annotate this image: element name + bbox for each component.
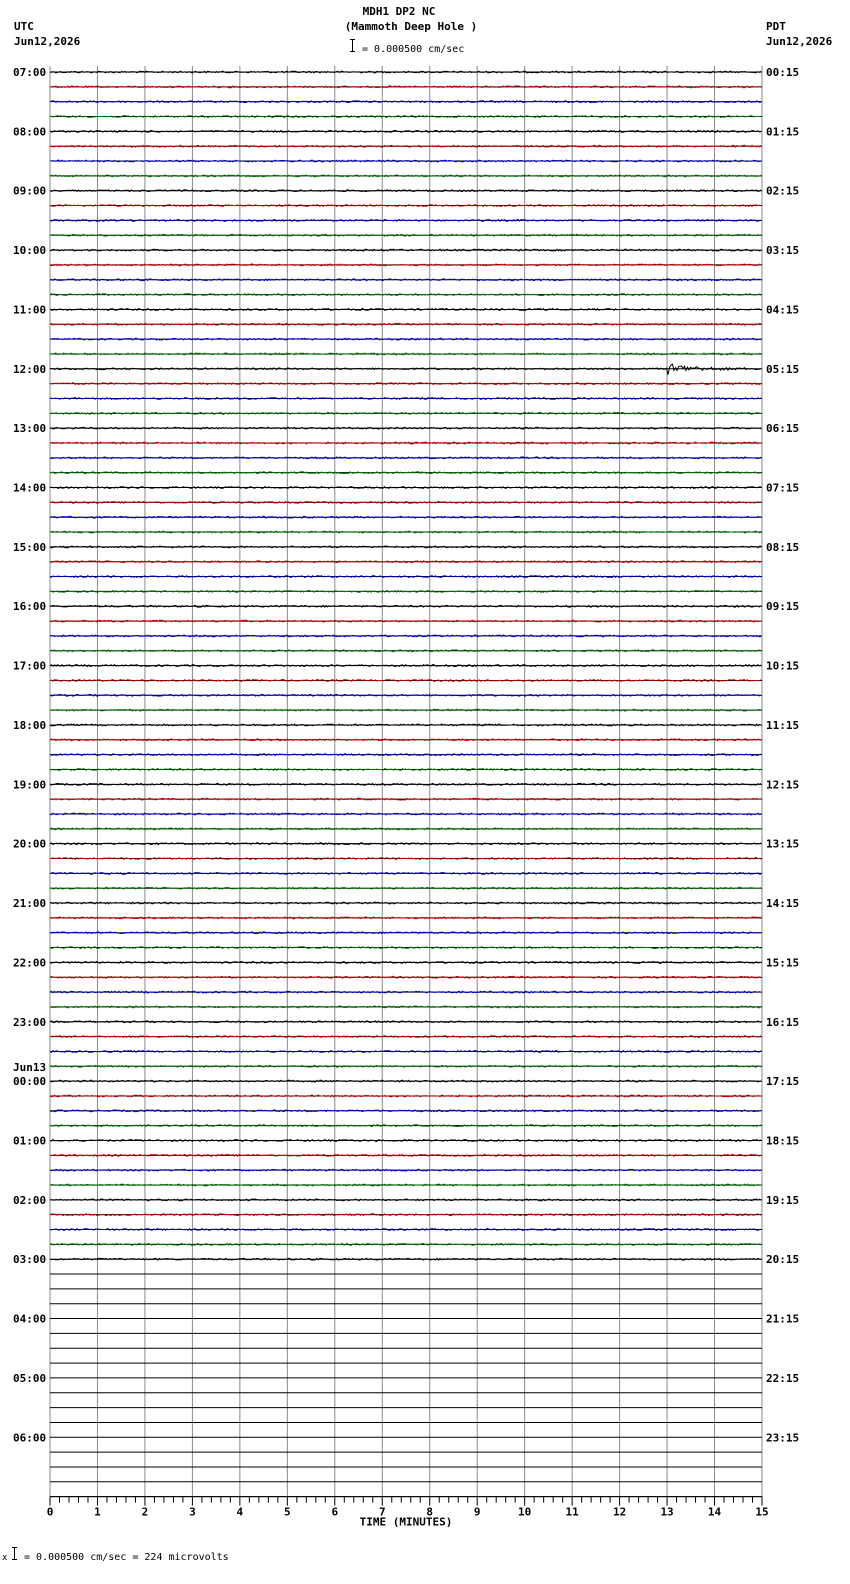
utc-hour-label: 07:00 xyxy=(13,66,47,79)
utc-hour-label: 16:00 xyxy=(13,600,47,614)
time-tick-label: 10 xyxy=(518,1505,532,1519)
time-tick-label: 15 xyxy=(755,1505,769,1519)
utc-hour-label: 04:00 xyxy=(13,1312,47,1326)
pdt-hour-label: 21:15 xyxy=(766,1312,800,1326)
trace-row xyxy=(50,472,761,474)
time-tick-label: 5 xyxy=(284,1505,291,1519)
trace-row xyxy=(50,294,761,296)
pdt-hour-label: 00:15 xyxy=(766,66,800,79)
pdt-hour-label: 09:15 xyxy=(766,600,800,614)
pdt-hour-label: 01:15 xyxy=(766,125,800,139)
utc-hour-label: 12:00 xyxy=(13,362,47,376)
utc-hour-label: 17:00 xyxy=(13,659,47,673)
time-tick-label: 6 xyxy=(331,1505,339,1519)
trace-row xyxy=(50,680,761,682)
trace-row xyxy=(50,991,761,993)
pdt-hour-label: 02:15 xyxy=(766,184,800,198)
utc-date-label: Jun13 xyxy=(13,1061,47,1075)
pdt-hour-label: 04:15 xyxy=(766,303,800,317)
time-tick-label: 8 xyxy=(426,1505,434,1519)
time-tick-label: 2 xyxy=(141,1505,149,1519)
pdt-hour-label: 20:15 xyxy=(766,1253,800,1267)
pdt-hour-label: 16:15 xyxy=(766,1015,800,1029)
utc-hour-label: 15:00 xyxy=(13,540,47,554)
pdt-hour-label: 06:15 xyxy=(766,422,800,436)
right-date: Jun12,2026 xyxy=(766,35,833,48)
trace-row xyxy=(50,828,761,830)
utc-hour-label: 20:00 xyxy=(13,837,47,851)
pdt-hour-label: 23:15 xyxy=(766,1431,800,1445)
trace-row xyxy=(50,323,761,325)
footer-scale-bar-icon xyxy=(14,1547,15,1560)
pdt-hour-label: 07:15 xyxy=(766,481,800,495)
right-timezone: PDT xyxy=(766,20,786,33)
pdt-hour-label: 18:15 xyxy=(766,1134,800,1148)
pdt-hour-label: 22:15 xyxy=(766,1371,800,1385)
pdt-hour-label: 17:15 xyxy=(766,1075,800,1089)
trace-row xyxy=(50,1051,761,1053)
utc-hour-label: 23:00 xyxy=(13,1015,47,1029)
utc-hour-label: 13:00 xyxy=(13,422,47,436)
trace-row xyxy=(50,487,761,489)
utc-hour-label: 06:00 xyxy=(13,1431,47,1445)
trace-row xyxy=(50,591,761,593)
trace-row xyxy=(50,457,761,459)
time-axis-label: TIME (MINUTES) xyxy=(359,1515,453,1529)
trace-row xyxy=(50,175,761,177)
grid xyxy=(50,66,762,1497)
station-title: MDH1 DP2 NC xyxy=(362,5,436,18)
footer-scale-label: = 0.000500 cm/sec = 224 microvolts xyxy=(24,1552,229,1563)
time-tick-label: 0 xyxy=(46,1505,54,1519)
utc-hour-label: 14:00 xyxy=(13,481,47,495)
trace-row xyxy=(50,873,761,875)
pdt-hour-label: 12:15 xyxy=(766,778,800,792)
pdt-hour-label: 14:15 xyxy=(766,897,800,911)
pdt-hour-label: 11:15 xyxy=(766,718,800,732)
utc-hour-label: 11:00 xyxy=(13,303,47,317)
utc-hour-label: 22:00 xyxy=(13,956,47,970)
utc-hour-label: 00:00 xyxy=(13,1075,47,1089)
utc-hour-label: 21:00 xyxy=(13,897,47,911)
time-tick-label: 9 xyxy=(473,1505,481,1519)
pdt-hour-label: 08:15 xyxy=(766,540,800,554)
utc-hour-label: 10:00 xyxy=(13,244,47,258)
time-tick-label: 11 xyxy=(565,1505,579,1519)
utc-hour-label: 05:00 xyxy=(13,1371,47,1385)
pdt-hour-label: 03:15 xyxy=(766,244,800,258)
utc-hour-label: 18:00 xyxy=(13,718,47,732)
footer-marker: x xyxy=(2,1553,8,1563)
utc-hour-label: 08:00 xyxy=(13,125,47,139)
trace-row xyxy=(50,724,761,726)
scale-label: = 0.000500 cm/sec xyxy=(362,44,465,55)
trace-row xyxy=(50,364,761,375)
utc-hour-label: 09:00 xyxy=(13,184,47,198)
time-tick-label: 1 xyxy=(94,1505,101,1519)
trace-row xyxy=(50,709,761,711)
time-axis xyxy=(47,1497,769,1529)
trace-row xyxy=(50,858,761,860)
trace-row xyxy=(50,739,761,741)
trace-row xyxy=(50,546,761,548)
trace-row xyxy=(50,160,761,162)
time-tick-label: 14 xyxy=(707,1505,722,1519)
time-tick-label: 7 xyxy=(378,1505,386,1519)
pdt-hour-label: 10:15 xyxy=(766,659,800,673)
trace-row xyxy=(50,813,761,815)
utc-hour-label: 03:00 xyxy=(13,1253,47,1267)
trace-row xyxy=(50,902,761,904)
pdt-hour-label: 05:15 xyxy=(766,362,800,376)
utc-hour-label: 02:00 xyxy=(13,1193,47,1207)
utc-hour-label: 01:00 xyxy=(13,1134,47,1148)
trace-row xyxy=(50,1214,761,1216)
time-tick-label: 13 xyxy=(660,1505,674,1519)
station-location: (Mammoth Deep Hole ) xyxy=(344,20,478,33)
trace-row xyxy=(50,516,761,518)
time-tick-label: 4 xyxy=(236,1505,244,1519)
trace-row xyxy=(50,887,761,889)
trace-row xyxy=(50,383,761,385)
pdt-hour-label: 15:15 xyxy=(766,956,800,970)
left-date: Jun12,2026 xyxy=(14,35,81,48)
pdt-hour-label: 13:15 xyxy=(766,837,800,851)
trace-row xyxy=(50,1080,761,1082)
pdt-hour-label: 19:15 xyxy=(766,1193,800,1207)
utc-hour-label: 19:00 xyxy=(13,778,47,792)
left-timezone: UTC xyxy=(14,20,34,33)
time-tick-label: 3 xyxy=(189,1505,196,1519)
time-tick-label: 12 xyxy=(612,1505,627,1519)
